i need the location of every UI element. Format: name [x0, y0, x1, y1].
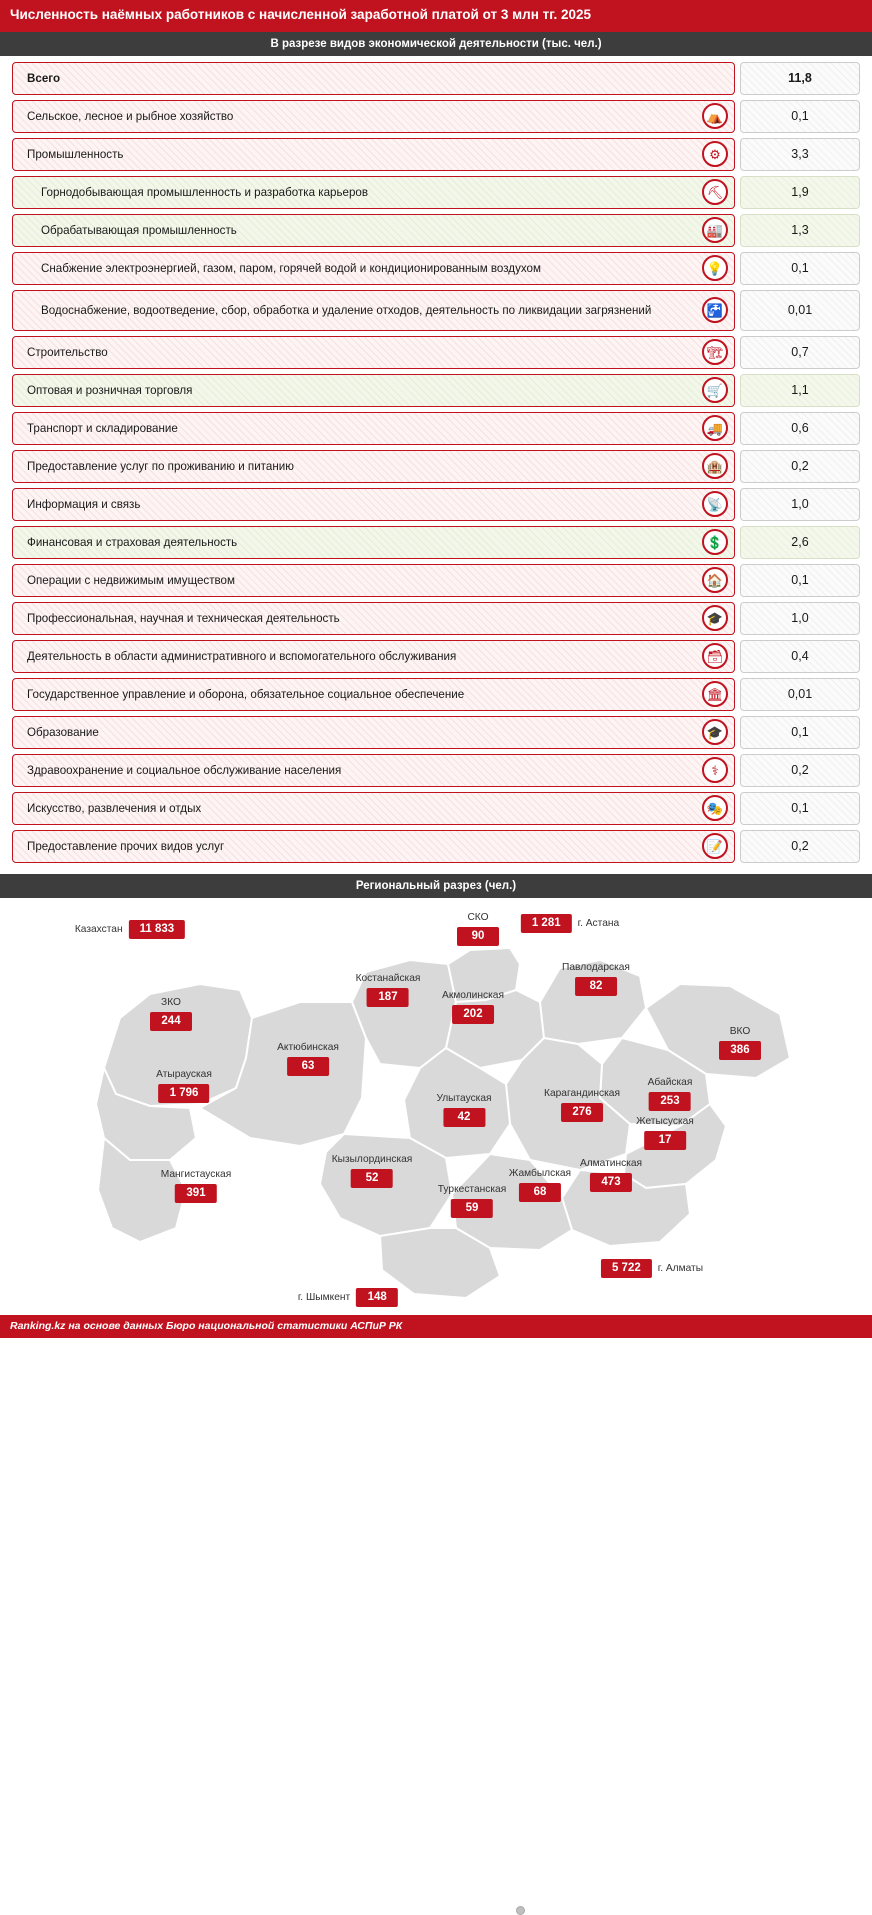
activity-value: 0,2 [740, 754, 860, 787]
table-row [12, 716, 860, 749]
map-region-value: 90 [457, 927, 499, 946]
arts-icon: 🎭 [702, 795, 728, 821]
activity-label: Предоставление прочих видов услуг [27, 839, 225, 853]
activity-label: Здравоохранение и социальное обслуживание населения [27, 763, 342, 777]
map-region-label [562, 962, 630, 996]
table-row [12, 678, 860, 711]
map-region-label [75, 920, 185, 939]
map-region-label [636, 1116, 694, 1150]
map-region-value: 68 [519, 1183, 561, 1202]
map-region-name: Улытауская [436, 1092, 492, 1104]
map-region-label [436, 1093, 491, 1127]
agriculture-icon: ⛺ [702, 103, 728, 129]
mining-icon: ⛏ [702, 179, 728, 205]
map-region-value: 148 [356, 1288, 398, 1307]
table-row [12, 792, 860, 825]
construction-icon: 🏗 [702, 339, 728, 365]
activity-value: 0,2 [740, 450, 860, 483]
map-region-name: Павлодарская [562, 961, 630, 973]
activity-value: 3,3 [740, 138, 860, 171]
activity-value: 1,9 [740, 176, 860, 209]
activity-label-cell [12, 488, 735, 521]
activity-value: 0,01 [740, 678, 860, 711]
activity-value: 11,8 [740, 62, 860, 95]
activity-value: 1,3 [740, 214, 860, 247]
activity-label: Государственное управление и оборона, обязательное социальное обеспечение [27, 687, 465, 701]
table-row [12, 830, 860, 863]
map-region-label [438, 1184, 506, 1218]
activity-label-cell [12, 100, 735, 133]
map-region-label [509, 1168, 571, 1202]
activity-label: Деятельность в области административного и вспомогательного обслуживания [27, 649, 457, 663]
table-row [12, 138, 860, 171]
map-region-value: 63 [287, 1057, 329, 1076]
map-region-value: 1 281 [521, 914, 572, 933]
map-region-name: Мангистауская [160, 1168, 232, 1180]
map-region-value: 11 833 [129, 920, 186, 939]
map-region-name: г. Шымкент [297, 1291, 351, 1303]
transport-icon: 🚚 [702, 415, 728, 441]
activity-label: Оптовая и розничная торговля [27, 383, 193, 397]
activity-label: Сельское, лесное и рыбное хозяйство [27, 109, 234, 123]
map-region-label [156, 1069, 212, 1103]
map-region-value: 59 [451, 1199, 493, 1218]
activity-label-cell [12, 640, 735, 673]
activity-label-cell [12, 138, 735, 171]
map-region-name: Костанайская [355, 972, 421, 984]
realestate-icon: 🏠 [702, 567, 728, 593]
map-region-label [648, 1077, 693, 1111]
administration-icon: 🗃 [702, 643, 728, 669]
map-region-label [161, 1169, 231, 1203]
map-region-label [719, 1026, 761, 1060]
activity-label-cell [12, 564, 735, 597]
table-row [12, 754, 860, 787]
activity-value: 0,6 [740, 412, 860, 445]
activity-value: 2,6 [740, 526, 860, 559]
table-row [12, 214, 860, 247]
activity-label-cell [12, 526, 735, 559]
activity-label: Искусство, развлечения и отдых [27, 801, 202, 815]
activity-label: Информация и связь [27, 497, 141, 511]
activity-label: Операции с недвижимым имуществом [27, 573, 235, 587]
activity-value: 1,0 [740, 488, 860, 521]
activity-value: 0,1 [740, 252, 860, 285]
activity-label: Снабжение электроэнергией, газом, паром, горячей водой и кондиционированным воздухом [41, 261, 541, 275]
table-row [12, 564, 860, 597]
hotel-icon: 🏨 [702, 453, 728, 479]
trade-icon: 🛒 [702, 377, 728, 403]
map-region-label [521, 914, 619, 933]
map-region-value: 187 [367, 988, 409, 1007]
map-region-name: Алматинская [579, 1157, 643, 1169]
activity-value: 0,2 [740, 830, 860, 863]
map-region-value: 202 [452, 1005, 494, 1024]
table-row [12, 526, 860, 559]
map-region-label [277, 1042, 339, 1076]
activity-label-cell [12, 602, 735, 635]
table-row [12, 640, 860, 673]
electricity-icon: 💡 [702, 255, 728, 281]
map-region-value: 42 [443, 1108, 485, 1127]
map-region-name: г. Алматы [657, 1262, 704, 1274]
map-region-value: 253 [649, 1092, 691, 1111]
activity-label: Обрабатывающая промышленность [41, 223, 237, 237]
other-services-icon: 📝 [702, 833, 728, 859]
activity-label: Промышленность [27, 147, 124, 161]
activity-label-cell [12, 336, 735, 369]
health-icon: ⚕ [702, 757, 728, 783]
map-region-value: 52 [351, 1169, 393, 1188]
map-region-value: 386 [719, 1041, 761, 1060]
government-icon: 🏛 [702, 681, 728, 707]
activity-label-cell [12, 176, 735, 209]
activity-label: Финансовая и страховая деятельность [27, 535, 238, 549]
activity-label-cell [12, 450, 735, 483]
activity-label-cell [12, 678, 735, 711]
finance-icon: 💲 [702, 529, 728, 555]
industry-icon: ⚙ [702, 141, 728, 167]
factory-icon: 🏭 [702, 217, 728, 243]
education-icon: 🎓 [702, 719, 728, 745]
activity-value: 0,7 [740, 336, 860, 369]
activity-label: Предоставление услуг по проживанию и питанию [27, 459, 294, 473]
map-region-name: Жетысуская [636, 1115, 694, 1127]
activity-label-cell [12, 412, 735, 445]
activity-value: 0,01 [740, 290, 860, 331]
map-region-name: ВКО [729, 1025, 751, 1037]
activity-value: 1,0 [740, 602, 860, 635]
table-row [12, 290, 860, 331]
map-region-name: Акмолинская [442, 989, 504, 1001]
map-region-value: 5 722 [601, 1259, 652, 1278]
table-row [12, 100, 860, 133]
activity-value: 0,1 [740, 100, 860, 133]
activity-value: 1,1 [740, 374, 860, 407]
map-region-label [457, 912, 499, 946]
astana-map-dot [516, 1906, 525, 1915]
map-region-name: Туркестанская [437, 1183, 507, 1195]
activity-label-cell [12, 214, 735, 247]
map-region-name: Атырауская [156, 1068, 212, 1080]
activity-label: Образование [27, 725, 99, 739]
map-region-value: 244 [150, 1012, 192, 1031]
activity-value: 0,1 [740, 564, 860, 597]
map-region-name: Кызылординская [331, 1153, 413, 1165]
activity-label: Профессиональная, научная и техническая деятельность [27, 611, 340, 625]
table-row [12, 412, 860, 445]
activity-label-cell [12, 252, 735, 285]
map-region-name: СКО [467, 911, 489, 923]
information-icon: 📡 [702, 491, 728, 517]
activity-label: Всего [27, 71, 61, 85]
map-region-label [544, 1088, 620, 1122]
table-row [12, 602, 860, 635]
map-region-value: 1 796 [159, 1084, 210, 1103]
activity-label-cell [12, 374, 735, 407]
map-region-name: Казахстан [74, 923, 123, 935]
page-title: Численность наёмных работников с начисленной заработной платой от 3 млн тг. 2025 [0, 0, 872, 32]
map-region-label [442, 990, 504, 1024]
source-footer: Ranking.kz на основе данных Бюро национальной статистики АСПиР РК [0, 1315, 872, 1338]
map-region-value: 391 [175, 1184, 217, 1203]
map-region-value: 276 [561, 1103, 603, 1122]
map-region-label [332, 1154, 413, 1188]
activity-label: Строительство [27, 345, 108, 359]
activity-label-cell [12, 792, 735, 825]
kazakhstan-map [0, 898, 872, 1338]
table-row [12, 488, 860, 521]
map-region-name: Абайская [647, 1076, 693, 1088]
activity-label-cell [12, 290, 735, 331]
map-region-label [601, 1259, 703, 1278]
section-subtitle: В разрезе видов экономической деятельности (тыс. чел.) [0, 32, 872, 56]
science-icon: 🎓 [702, 605, 728, 631]
map-region-value: 473 [590, 1173, 632, 1192]
activity-label-cell [12, 830, 735, 863]
activity-label: Транспорт и складирование [27, 421, 178, 435]
map-region-name: г. Астана [577, 917, 620, 929]
map-region-label [150, 997, 192, 1031]
map-region-value: 82 [575, 977, 617, 996]
map-region-name: Карагандинская [544, 1087, 620, 1099]
map-region-label [298, 1288, 398, 1307]
map-region-name: Актюбинская [277, 1041, 339, 1053]
activity-value: 0,4 [740, 640, 860, 673]
activity-label-cell [12, 754, 735, 787]
map-region-label [580, 1158, 642, 1192]
map-section-title: Региональный разрез (чел.) [0, 874, 872, 898]
activity-label: Горнодобывающая промышленность и разработка карьеров [41, 185, 369, 199]
table-row [12, 252, 860, 285]
table-row [12, 62, 860, 95]
activity-value: 0,1 [740, 716, 860, 749]
map-region-value: 17 [644, 1131, 686, 1150]
water-supply-icon: 🚰 [702, 297, 728, 323]
table-row [12, 336, 860, 369]
map-region-name: Жамбылская [508, 1167, 572, 1179]
map-region-name: ЗКО [161, 996, 181, 1008]
table-row [12, 374, 860, 407]
activity-value: 0,1 [740, 792, 860, 825]
table-row [12, 176, 860, 209]
activity-label-cell [12, 716, 735, 749]
table-row [12, 450, 860, 483]
activity-label-cell [12, 62, 735, 95]
activity-label: Водоснабжение, водоотведение, сбор, обработка и удаление отходов, деятельность по ликвидации загрязнений [41, 303, 652, 317]
activity-table [0, 56, 872, 874]
map-region-label [356, 973, 421, 1007]
